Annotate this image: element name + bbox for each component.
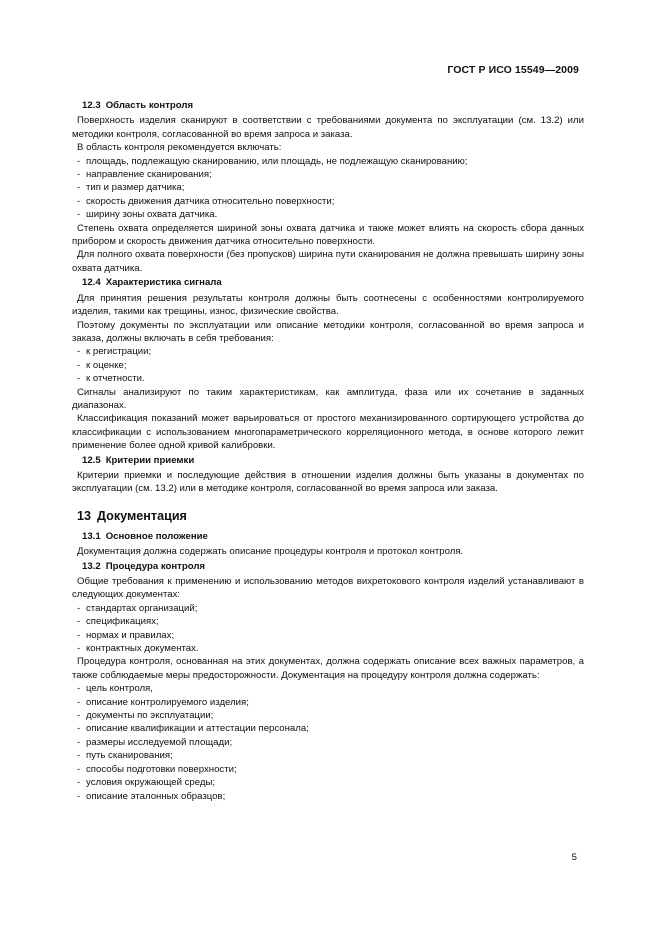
list-item: - стандартах организаций;: [77, 602, 198, 614]
list-item: - описание эталонных образцов;: [77, 790, 226, 802]
section-heading-12-4: [72, 276, 584, 289]
paragraph: В область контроля рекомендуется включать:: [77, 142, 282, 154]
paragraph: Сигналы анализируют по таким характеристикам, как амплитуда, фаза или их сочетание в заданных диапазонах.: [72, 386, 584, 411]
section-title: Характеристика сигнала: [105, 277, 222, 289]
list-item: - размеры исследуемой площади;: [77, 736, 233, 748]
list-item: - условия окружающей среды;: [77, 777, 216, 789]
section-number: 12.5: [82, 454, 101, 466]
list-item: - ширину зоны охвата датчика.: [77, 209, 218, 221]
section-title: Критерии приемки: [105, 454, 195, 466]
page-body: [72, 98, 584, 803]
list-item: - описание контролируемого изделия;: [77, 696, 249, 708]
section-number: 13.2: [82, 560, 101, 572]
paragraph: Процедура контроля, основанная на этих документах, должна содержать описание всех важных параметров, а также соблюдаемые меры предосторожности. Документация на процедуру контроля должна содержать:: [72, 656, 584, 681]
section-heading-13-2: [72, 560, 584, 573]
section-heading-13-1: [72, 530, 584, 543]
paragraph: Поэтому документы по эксплуатации или описание методики контроля, согласованной во время запроса и заказа, должны включать в себя требования:: [72, 319, 584, 344]
section-heading-12-5: [72, 454, 584, 467]
standard-designation: ГОСТ Р ИСО 15549—2009: [447, 64, 579, 76]
paragraph: Поверхность изделия сканируют в соответствии с требованиями документа по эксплуатации (см. 13.2) или методики контроля, согласованной во время запроса и заказа.: [72, 115, 584, 140]
list-item: - к регистрации;: [77, 346, 152, 358]
paragraph: Классификация показаний может варьироваться от простого механизированного сортирующего устройства до классификации с использованием многопараметрического корреляционного метода, в основе которого лежит применение более одной кривой калибровки.: [72, 413, 584, 452]
list-item: - направление сканирования;: [77, 169, 212, 181]
section-number: 12.3: [82, 100, 101, 111]
chapter-heading-13: [72, 508, 584, 524]
list-item: - путь сканирования;: [77, 750, 173, 762]
section-title: Процедура контроля: [105, 560, 206, 572]
section-number: 12.4: [82, 277, 101, 289]
section-title: Область контроля: [105, 100, 194, 111]
list-item: - скорость движения датчика относительно поверхности;: [77, 195, 335, 207]
list-item: - документы по эксплуатации;: [77, 710, 214, 722]
paragraph: Для полного охвата поверхности (без пропусков) ширина пути сканирования не должна превышать ширину зоны охвата датчика.: [72, 249, 584, 274]
paragraph: Документация должна содержать описание процедуры контроля и протокол контроля.: [77, 546, 464, 558]
page-number: 5: [571, 852, 577, 863]
list-item: - к отчетности.: [77, 373, 145, 385]
list-item: - способы подготовки поверхности;: [77, 763, 237, 775]
section-title: Основное положение: [105, 530, 208, 542]
chapter-number: 13: [77, 508, 92, 523]
paragraph: Общие требования к применению и использованию методов вихретокового контроля изделий устанавливают в следующих документах:: [72, 576, 584, 601]
section-heading-12-3: [72, 99, 584, 112]
list-item: - площадь, подлежащую сканированию, или площадь, не подлежащую сканированию;: [77, 155, 468, 167]
paragraph: Для принятия решения результаты контроля должны быть соотнесены с особенностями контролируемого изделия, такими как трещины, износ, физические свойства.: [72, 292, 584, 318]
list-item: - к оценке;: [77, 359, 127, 371]
list-item: - тип и размер датчика;: [77, 182, 185, 194]
list-item: - спецификациях;: [77, 616, 159, 628]
list-item: - цель контроля,: [77, 683, 153, 695]
section-number: 13.1: [82, 530, 101, 542]
list-item: - нормах и правилах;: [77, 629, 175, 641]
chapter-title: Документация: [97, 508, 187, 523]
list-item: - описание квалификации и аттестации персонала;: [77, 723, 309, 735]
list-item: - контрактных документах.: [77, 643, 199, 655]
paragraph: Критерии приемки и последующие действия в отношении изделия должны быть указаны в документах по эксплуатации (см. 13.2) или в методике контроля, согласованной во время запроса или заказа.: [72, 469, 584, 495]
paragraph: Степень охвата определяется шириной зоны охвата датчика и также может влиять на скорость сбора данных прибором и скорость движения датчика относительно поверхности.: [72, 222, 584, 248]
